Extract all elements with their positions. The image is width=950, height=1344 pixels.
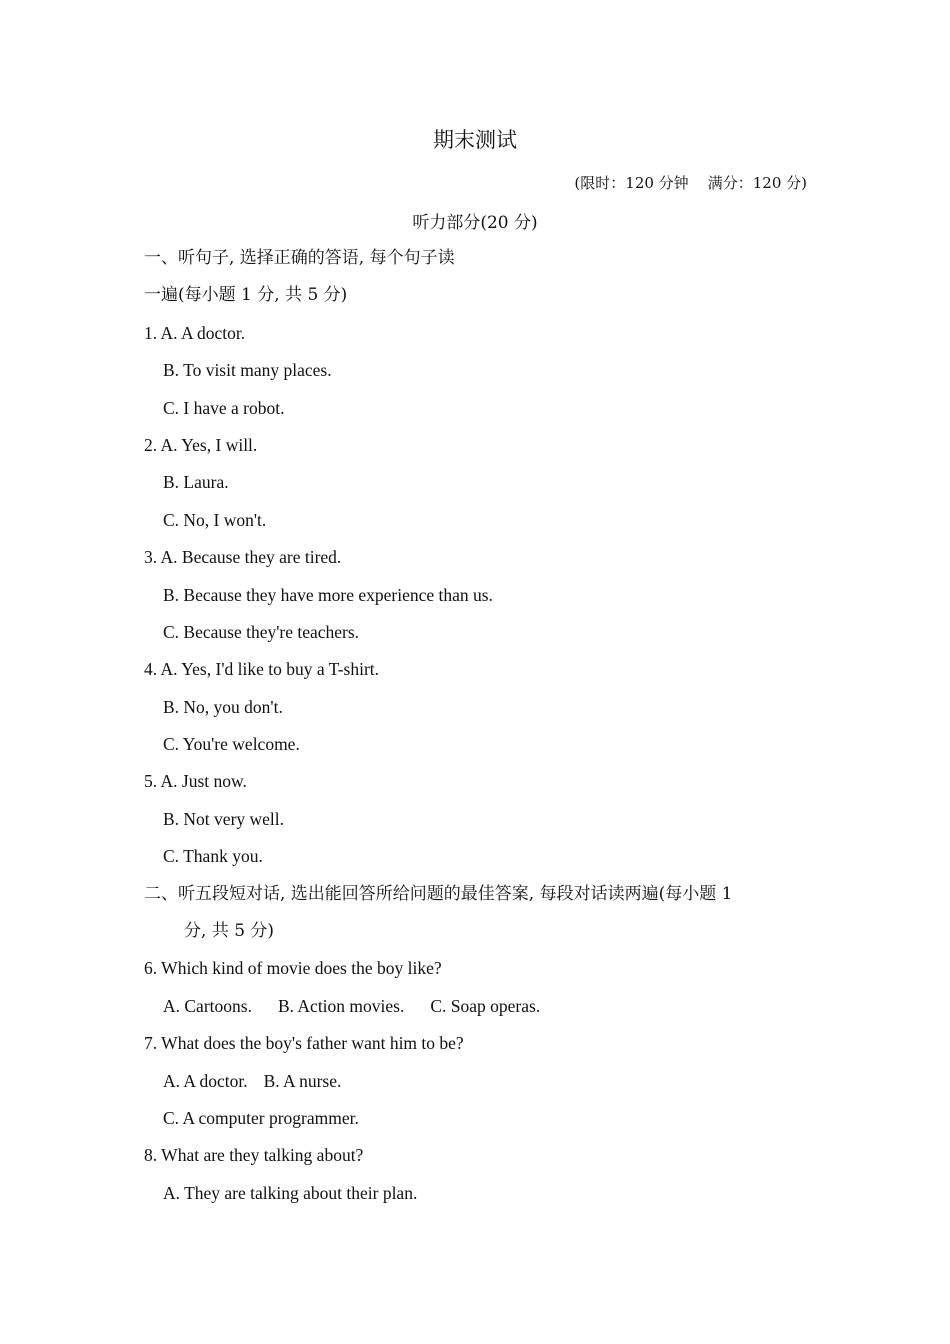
section1-heading-cont: 一遍(每小题 1 分, 共 5 分): [144, 285, 348, 306]
section2-heading: 二、听五段短对话, 选出能回答所给问题的最佳答案, 每段对话读两遍(每小题 1: [144, 883, 733, 904]
q6-option-b: B. Action movies.: [277, 995, 405, 1016]
q8-option-a: A. They are talking about their plan.: [163, 1182, 418, 1203]
q8-stem: 8. What are they talking about?: [144, 1145, 364, 1166]
q4-option-c: C. You're welcome.: [163, 734, 300, 755]
q1-option-b: B. To visit many places.: [163, 360, 332, 381]
q3-option-a: 3. A. Because they are tired.: [144, 547, 342, 568]
q3-option-c: C. Because they're teachers.: [163, 621, 360, 642]
q7-option-a: A. A doctor.: [163, 1070, 248, 1091]
q5-option-b: B. Not very well.: [163, 808, 285, 829]
q5-option-c: C. Thank you.: [163, 846, 263, 867]
page-title: 期末测试: [433, 128, 517, 152]
q7-option-c: C. A computer programmer.: [163, 1107, 359, 1128]
section2-heading-cont: 分, 共 5 分): [184, 921, 275, 942]
q6-option-c: C. Soap operas.: [430, 995, 541, 1016]
part-title: 听力部分(20 分): [412, 213, 538, 233]
exam-content: [144, 242, 812, 1214]
q4-option-a: 4. A. Yes, I'd like to buy a T-shirt.: [144, 659, 380, 680]
q2-option-c: C. No, I won't.: [163, 509, 267, 530]
q7-option-b: B. A nurse.: [263, 1070, 342, 1091]
time-limit: (限时：120 分钟 满分：120 分): [574, 174, 807, 192]
q6-options: [144, 990, 812, 1027]
q1-option-a: 1. A. A doctor.: [144, 322, 246, 343]
q6-option-a: A. Cartoons.: [163, 995, 252, 1016]
q5-option-a: 5. A. Just now.: [144, 771, 247, 792]
q2-option-a: 2. A. Yes, I will.: [144, 434, 258, 455]
q6-stem: 6. Which kind of movie does the boy like?: [144, 958, 442, 979]
q3-option-b: B. Because they have more experience than us.: [163, 584, 493, 605]
q1-option-c: C. I have a robot.: [163, 397, 285, 418]
q2-option-b: B. Laura.: [163, 472, 229, 493]
section1-heading: 一、听句子, 选择正确的答语, 每个句子读: [144, 248, 455, 268]
q7-options: [144, 1065, 812, 1102]
q4-option-b: B. No, you don't.: [163, 696, 283, 717]
q7-stem: 7. What does the boy's father want him to be?: [144, 1033, 464, 1054]
